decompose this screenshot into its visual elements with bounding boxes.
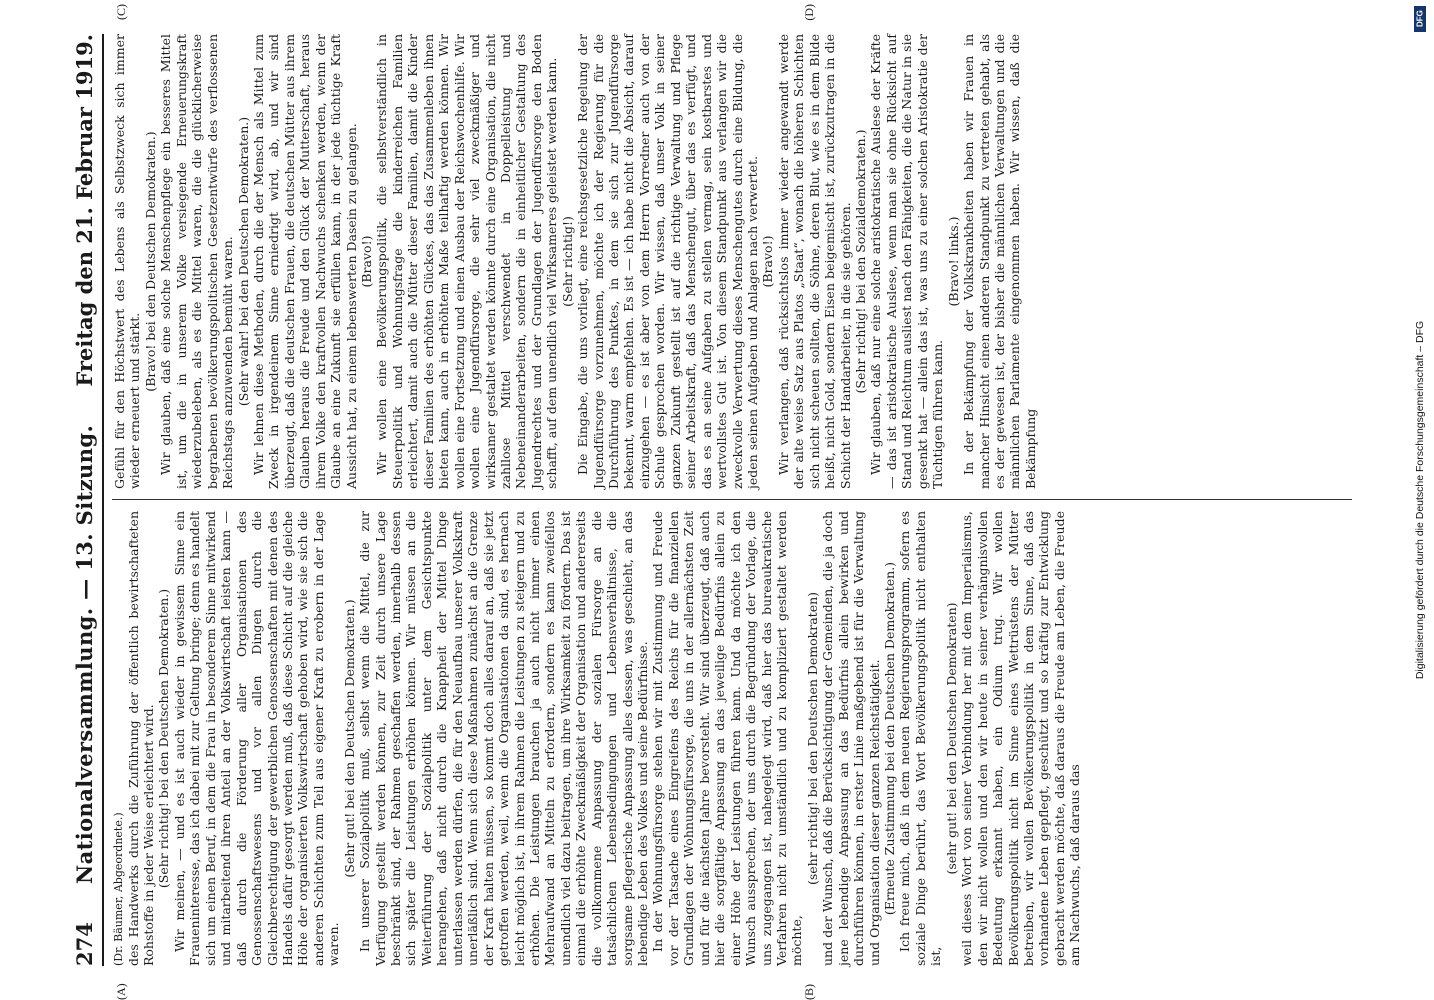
paragraph: Wir meinen, — und es ist auch wieder in gewissem Sinne ein Fraueninteresse, das ich dabei mit zur Geltung bringe; denn es handelt sich um einen Beruf, in dem die Frau in besonderem Sinne mitwirkend und mitarbeitend ihren Anteil an der Volkswirtschaft leisten kann — daß durch die Förderung aller Organisationen des Genossenschaftswesens und vor allen Dingen durch die Gleichberechtigung der gewerblichen Genossenschaften mit denen des Handels dafür gesorgt werden muß, daß diese Schicht auf die gleiche Höhe der organisierten Volkswirtschaft gehoben wird, wie sie sich die anderen Schichten zum Teil aus eigener Kraft zu erobern in der Lage waren. [171, 511, 342, 966]
reaction: (sehr richtig! bei den Deutschen Demokraten) [804, 591, 820, 886]
paragraph: In unserer Sozialpolitik muß, selbst wenn die Mittel, die zur Verfügung gestellt werden können, zur Zeit durch unsere Lage beschränkt sind, der Rahmen geschaffen werden, innerhalb dessen sich später die Leistungen erhöhen können. Wir müssen an die Weiterführung der Sozialpolitik unter dem Gesichtspunkte herangehen, daß nicht durch die Knappheit der Mittel Dinge unterlassen werden dürfen, die für den Neuaufbau unserer Volkskraft unerläßlich sind. Wenn sich diese Maßnahmen zunächst an die Grenze der Kraft halten müssen, so kommt doch alles darauf an, daß sie jetzt getroffen werden, weil, wenn die Organisationen da sind, es hernach leicht möglich ist, in ihrem Rahmen die Leistungen zu steigern und zu erhöhen. Die Leistungen brauchen ja auch nicht immer einen Mehraufwand an Mitteln zu erfordern, sondern es kann zweifellos unendlich viel dazu beitragen, um ihre Wirksamkeit zu fördern. Das ist einmal die erhöhte Zweckmäßigkeit der Organisation und andererseits die vollkommene Anpassung der sozialen Fürsorge an die tatsächlichen Lebensbedingungen und Lebensverhältnisse, die sorgsame pflegerische Anpassung alles dessen, was geschieht, an das lebendige Leben des Volkes und seine Bedürfnisse. [357, 511, 651, 966]
speaker-note: (Dr. Bäumer, Abgeordnete.) [112, 812, 125, 966]
paragraph: Wir lehnen diese Methoden, durch die der Mensch als Mittel zum Zweck in irgendeinem Sinne erniedrigt wird, ab, und wir sind überzeugt, daß die deutschen Frauen, die deutschen Mütter aus ihrem Glauben heraus die Freude und den Glück der Mutterschaft, heraus ihrem Volke den kraftvollen Nachwuchs schenken werden, wenn der Glaube an eine Zukunft sie erfüllen kann, in der jede tüchtige Kraft Aussicht hat, zu einem lebenswerten Dasein zu gelangen. [250, 34, 359, 489]
paragraph: weil dieses Wort von seiner Verbindung her mit dem Imperialismus, den wir nicht wollen und den wir heute in seiner verhängnisvollen Bedeutung erkannt haben, ein Odium trug. Wir wollen Bevölkerungspolitik nicht im Sinne eines Wettrüstens der Mütter betreiben, wir wollen Bevölkerungspolitik in dem Sinne, daß das vorhandene Leben gepflegt, geschützt und so kräftig zur Entwicklung gebracht werden möchte, daß daraus die Freude am Leben, die Freude am Nachwuchs, daß daraus das [959, 511, 1083, 966]
paragraph: Wir verlangen, daß rücksichtslos immer wieder angewandt werde der alte weise Satz aus Platos „Staat“, wonach die höheren Schichten sich nicht scheuen sollten, die Söhne, deren Blut, wie es in dem Bilde heißt, nicht Gold, sondern Eisen beigemischt ist, zurückzutragen in die Schicht der Handarbeiter, in die sie gehören. [775, 34, 853, 489]
reaction: (Sehr richtig!) [559, 216, 575, 307]
paragraph: Ich freue mich, daß in dem neuen Regierungsprogramm, sofern es soziale Dinge berührt, das Wort Bevölkerungspolitik nicht enthalten ist, [897, 511, 944, 966]
dfg-logo [1414, 6, 1426, 32]
reaction: (Erneute Zustimmung bei den Deutschen Demokraten.) [882, 561, 898, 916]
reaction: (Bravo!) [359, 235, 374, 288]
paragraph: Wir glauben, daß eine solche Menschenpflege ein besseres Mittel ist, um die in unserem Volke versiegende Erneuerungskraft wiederzubeleben, als es die Mittel waren, die die glücklicherweise begrabenen bevölkerungspolitischen Gesetzentwürfe des verflossenen Reichstags anzuwenden bemüht waren. [158, 34, 236, 489]
text-columns [112, 4, 1352, 1000]
paragraph: und der Wunsch, daß die Berücksichtigung der Gemeinden, die ja doch jene lebendige Anpassung an das Bedürfnis allein bewirken und durchführen können, in erster Linie maßgebend ist für die Verwaltung und Organisation dieser ganzen Reichstätigkeit. [820, 511, 882, 966]
page-number: 274 [72, 922, 97, 966]
paragraph: Wir glauben, daß nur eine solche aristokratische Auslese der Kräfte — das ist aristokratische Auslese, wenn man sie ohne Rücksicht auf Stand und Reichtum ausliest nach den Fähigkeiten, die die Natur in sie gesenkt hat — allein das ist, was uns zu einer solchen Aristokratie der Tüchtigen führen kann. [868, 34, 946, 489]
left-column [112, 511, 1352, 1000]
paragraph: In der Bekämpfung der Volkskrankheiten haben wir Frauen in mancher Hinsicht einen anderen Standpunkt zu vertreten gehabt, als es der gewesen ist, der bisher die männlichen Verwaltungen und die männlichen Parlamente eingenommen haben. Wir wissen, daß die Bekämpfung [961, 34, 1038, 489]
right-column [112, 4, 1352, 489]
page-date: Freitag den 21. Februar 1919. [72, 34, 97, 387]
reaction: (Sehr richtig! bei den Sozialdemokraten.) [853, 129, 868, 394]
paragraph: Wir wollen eine Bevölkerungspolitik, die selbstverständlich in Steuerpolitik und Wohnungsfrage die kinderreichen Familien erleichtert, damit auch die Mütter dieser Familien, damit die Kinder dieser Familien des erhöhten Glückes, das das Zusammenleben ihnen bieten kann, auch in erhöhtem Maße teilhaftig werden können. Wir wollen eine Fortsetzung und einen Ausbau der Reichswochenhilfe. Wir wollen eine Jugendfürsorge, die sehr viel zweckmäßiger und wirksamer gestaltet werden könnte durch eine Organisation, die nicht zahllose Mittel verschwendet in Doppelleistung und Nebeneinanderarbeiten, sondern die in einheitlicher Gestaltung des Jugendrechtes und der Grundlagen der Jugendfürsorge den Boden schafft, auf dem unendlich viel Wirksameres geleistet werden kann. [374, 34, 560, 489]
reaction: (Bravo!) [760, 235, 776, 288]
margin-marker-d: (D) [802, 4, 816, 21]
paragraph: Gefühl für den Höchstwert des Lebens als Selbstzweck sich immer wieder erneuert und stärkt. [112, 34, 143, 489]
reaction: (Sehr richtig! bei den Deutschen Demokraten.) [156, 588, 172, 889]
margin-marker-a: (A) [114, 983, 128, 1000]
reaction: (Sehr wahr! bei den Deutschen Demokraten.) [235, 116, 251, 407]
paragraph: des Handwerks durch die Zuführung der öffentlich bewirtschafteten Rohstoffe in jeder Weise erleichtert wird. [125, 511, 157, 966]
reaction: (Bravo! links.) [945, 216, 961, 307]
document-page [44, 0, 1404, 1000]
margin-marker-b: (B) [802, 984, 816, 1000]
page-title: Nationalversammlung. — 13. Sitzung. [72, 424, 97, 884]
digitization-stamp [1410, 10, 1430, 990]
reaction: (Sehr gut! bei den Deutschen Demokraten.) [341, 599, 357, 878]
page-header [72, 34, 104, 966]
paragraph: In der Wohnungsfürsorge stehen wir mit Zustimmung und Freude vor der Tatsache eines Eingreifens des Reichs für die finanziellen Grundlagen der Wohnungsfürsorge, die uns in der allernächsten Zeit und für die nächsten Jahre bevorsteht. Wir sind überzeugt, daß auch hier die sorgfältige Anpassung an das jeweilige Bedürfnis allein zu einer Höhe der Leistungen führen kann. Und da möchte ich den Wunsch aussprechen, der uns durch die Begründung der Vorlage, die uns zugegangen ist, nahegelegt wird, daß hier das bureaukratische Verfahren nicht zu umständlich und zu kompliziert gestaltet werden möchte, [650, 511, 805, 966]
reaction: (sehr gut! bei den Deutschen Demokraten) [943, 602, 959, 875]
reaction: (Bravo! bei den Deutschen Demokraten.) [142, 131, 158, 392]
stamp-text: Digitalisierung gefördert durch die Deutsche Forschungsgemeinschaft – DFG [1414, 320, 1426, 680]
margin-marker-c: (C) [114, 4, 128, 20]
paragraph: Die Eingabe, die uns vorliegt, eine reichsgesetzliche Regelung der Jugendfürsorge vorzunehmen, möchte ich der Regierung für die Durchführung des Punktes, in dem sie sich zur Jugendfürsorge bekennt, warm empfehlen. Es ist — ich habe nicht die Absicht, darauf einzugehen — es ist aber von dem Herrn Vorredner auch von der Schule gesprochen worden. Wir wissen, daß unser Volk in seiner ganzen Zukunft gestellt ist auf die richtige Verwaltung und Pflege seiner Arbeitskraft, daß das Menschengut, über das es verfügt, und das es an seine Aufgaben zu stellen vermag, sein kostbarstes und wertvollstes Gut ist. Von diesem Standpunkt aus verlangen wir die zweckvolle Verwertung dieses Menschengutes durch eine Bildung, die jeden seinen Aufgaben und Anlagen nach verwertet. [575, 34, 760, 489]
dfg-logo-text: DFG [1415, 10, 1425, 28]
